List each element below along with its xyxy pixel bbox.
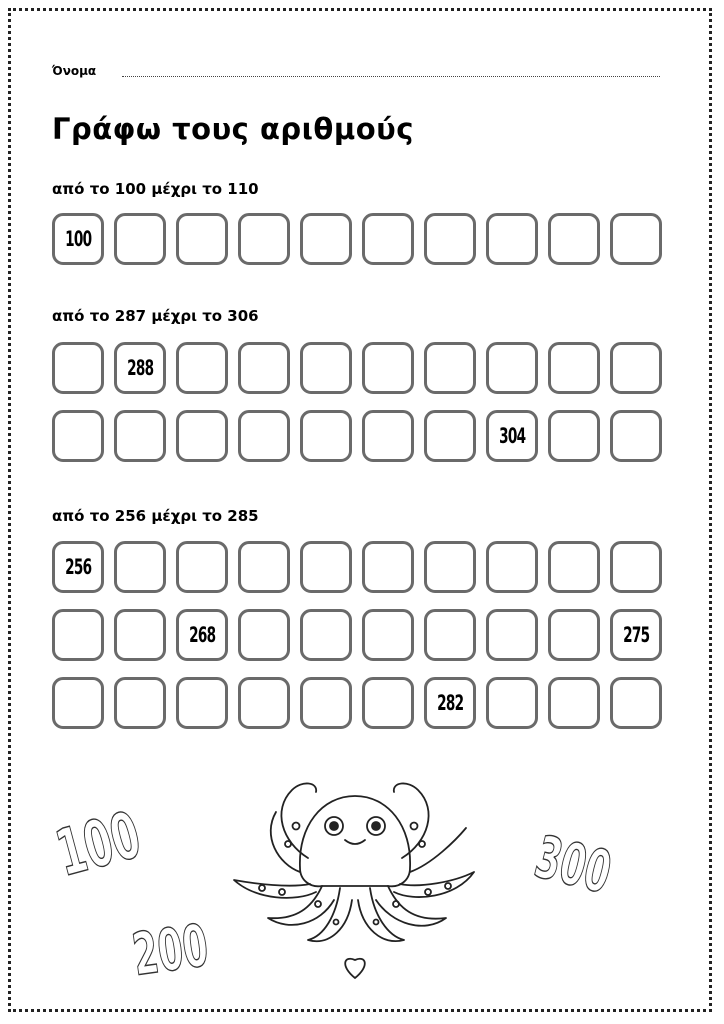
decor-number-100: 100 (48, 797, 149, 892)
octopus-tentacle (308, 888, 352, 941)
decor-number-300: 300 (528, 823, 618, 908)
box-number: 268 (188, 623, 216, 647)
octopus-tentacle (268, 886, 334, 925)
section-2-subtitle: από το 287 μέχρι το 306 (52, 307, 259, 325)
decor-number-200: 200 (128, 912, 213, 990)
octopus-illustration (234, 783, 474, 978)
box-number: 282 (436, 691, 464, 715)
heart-icon (345, 959, 365, 978)
octopus-smile (345, 840, 365, 844)
box-number: 100 (64, 227, 92, 251)
box-number: 256 (64, 555, 92, 579)
box-number: 288 (126, 356, 154, 380)
name-label: Όνομα (52, 64, 97, 78)
octopus-tentacle (410, 828, 466, 872)
octopus-tentacle (394, 872, 474, 897)
octopus-tentacle (376, 886, 446, 926)
page-title: Γράφω τους αριθμούς (52, 112, 414, 146)
octopus-tentacle (234, 880, 316, 898)
section-1-subtitle: από το 100 μέχρι το 110 (52, 180, 259, 198)
octopus-head (300, 796, 410, 886)
box-number: 275 (622, 623, 650, 647)
section-3-subtitle: από το 256 μέχρι το 285 (52, 507, 259, 525)
box-number: 304 (498, 424, 526, 448)
octopus-tentacle (358, 888, 404, 941)
